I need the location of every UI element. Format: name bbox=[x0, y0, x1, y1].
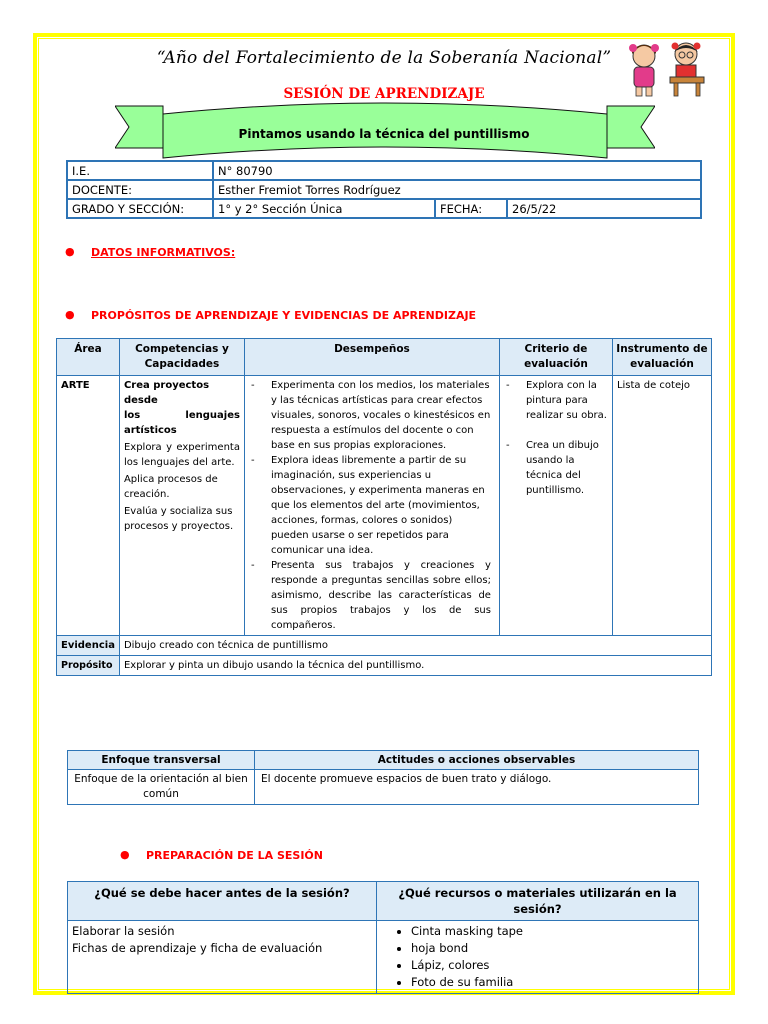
instrumento-cell: Lista de cotejo bbox=[612, 376, 711, 636]
header-enfoque: Enfoque transversal bbox=[68, 751, 255, 770]
session-title: SESIÓN DE APRENDIZAJE bbox=[283, 86, 485, 102]
evidencia-value: Dibujo creado con técnica de puntillismo bbox=[119, 636, 711, 656]
header-antes: ¿Qué se debe hacer antes de la sesión? bbox=[68, 882, 377, 921]
table-row bbox=[68, 770, 699, 805]
capacidad-item: Explora y experimenta los lenguajes del arte. bbox=[123, 442, 240, 468]
section-propositos: ● PROPÓSITOS DE APRENDIZAJE Y EVIDENCIAS DE APRENDIZAJE bbox=[65, 308, 477, 322]
banner-title: Pintamos usando la técnica del puntillismo bbox=[238, 127, 530, 141]
info-table bbox=[66, 160, 702, 219]
table-header-row bbox=[57, 339, 712, 376]
bullet-dot-icon: ● bbox=[120, 848, 130, 861]
desempenos-list bbox=[249, 378, 491, 633]
list-item: - Experimenta con los medios, los materiales y las técnicas artísticas para crear efectos visuales, sonoros, vocales o kinestésicos en respuesta a estímulos del docente o con base en sus propias exploraciones. bbox=[249, 378, 491, 453]
recursos-cell bbox=[377, 921, 699, 994]
antes-cell bbox=[68, 921, 377, 994]
header-instrumento: Instrumento de evaluación bbox=[612, 339, 711, 376]
competencia-line-1: Crea proyectos desde bbox=[123, 380, 210, 406]
list-item: • Foto de su familia bbox=[411, 974, 694, 991]
docente-label: DOCENTE: bbox=[67, 180, 213, 199]
year-title: “Año del Fortalecimiento de la Soberanía Nacional” bbox=[156, 48, 612, 68]
criterios-cell bbox=[499, 376, 612, 636]
grado-label: GRADO Y SECCIÓN: bbox=[67, 199, 213, 218]
bullet-dot-icon: ● bbox=[65, 245, 75, 258]
table-row bbox=[57, 656, 712, 676]
docente-value: Esther Fremiot Torres Rodríguez bbox=[213, 180, 701, 199]
ie-label: I.E. bbox=[67, 161, 213, 180]
actitud-cell: El docente promueve espacios de buen trato y diálogo. bbox=[255, 770, 699, 805]
area-cell: ARTE bbox=[57, 376, 120, 636]
list-item: - Presenta sus trabajos y creaciones y responde a preguntas sencillas sobre ellos; asimismo, describe las características de sus propios trabajos y los de sus compañeros. bbox=[249, 558, 491, 633]
table-row bbox=[57, 376, 712, 636]
enfoque-cell: Enfoque de la orientación al bien común bbox=[68, 770, 255, 805]
header-desempenos: Desempeños bbox=[244, 339, 499, 376]
fecha-value: 26/5/22 bbox=[507, 199, 701, 218]
header-criterio: Criterio de evaluación bbox=[499, 339, 612, 376]
proposito-value: Explorar y pinta un dibujo usando la técnica del puntillismo. bbox=[119, 656, 711, 676]
grado-value: 1° y 2° Sección Única bbox=[213, 199, 435, 218]
competencias-cell bbox=[119, 376, 244, 636]
proposito-label: Propósito bbox=[57, 656, 120, 676]
list-item: • Cinta masking tape bbox=[411, 923, 694, 940]
fecha-label: FECHA: bbox=[435, 199, 507, 218]
table-row bbox=[68, 921, 699, 994]
section-preparacion: ● PREPARACIÓN DE LA SESIÓN bbox=[120, 848, 323, 862]
table-header-row bbox=[68, 882, 699, 921]
capacidad-item: Aplica procesos de creación. bbox=[123, 474, 218, 500]
list-item: - Crea un dibujo usando la técnica del puntillismo. bbox=[504, 438, 608, 498]
list-item: - Explora ideas libremente a partir de su imaginación, sus experiencias u observaciones, y experimenta maneras en que los elementos del arte (movimientos, acciones, formas, colores o sonidos) pueden usarse o ser repetidos para comunicar una idea. bbox=[249, 453, 491, 558]
competencia-line-2: los lenguajes artísticos bbox=[123, 410, 240, 436]
table-row bbox=[67, 161, 701, 180]
ie-value: N° 80790 bbox=[213, 161, 701, 180]
list-item: - Explora con la pintura para realizar su obra. bbox=[504, 378, 608, 423]
list-item: Elaborar la sesión bbox=[72, 924, 175, 938]
section-datos: ● DATOS INFORMATIVOS: bbox=[65, 245, 236, 259]
recursos-list bbox=[381, 923, 694, 991]
table-row bbox=[57, 636, 712, 656]
desempenos-cell bbox=[244, 376, 499, 636]
header-actitudes: Actitudes o acciones observables bbox=[255, 751, 699, 770]
table-row bbox=[67, 180, 701, 199]
header-area: Área bbox=[57, 339, 120, 376]
enfoque-table bbox=[67, 750, 699, 805]
criterios-list bbox=[504, 378, 608, 498]
header-competencias: Competencias y Capacidades bbox=[119, 339, 244, 376]
table-header-row bbox=[68, 751, 699, 770]
header-recursos: ¿Qué recursos o materiales utilizarán en la sesión? bbox=[377, 882, 699, 921]
bullet-dot-icon: ● bbox=[65, 308, 75, 321]
purposes-table bbox=[56, 338, 712, 676]
list-item: • Lápiz, colores bbox=[411, 957, 694, 974]
evidencia-label: Evidencia bbox=[57, 636, 120, 656]
table-row bbox=[67, 199, 701, 218]
list-item: • hoja bond bbox=[411, 940, 694, 957]
list-item: Fichas de aprendizaje y ficha de evaluación bbox=[72, 941, 323, 955]
capacidad-item: Evalúa y socializa sus procesos y proyectos. bbox=[123, 506, 234, 532]
preparation-table bbox=[67, 881, 699, 994]
